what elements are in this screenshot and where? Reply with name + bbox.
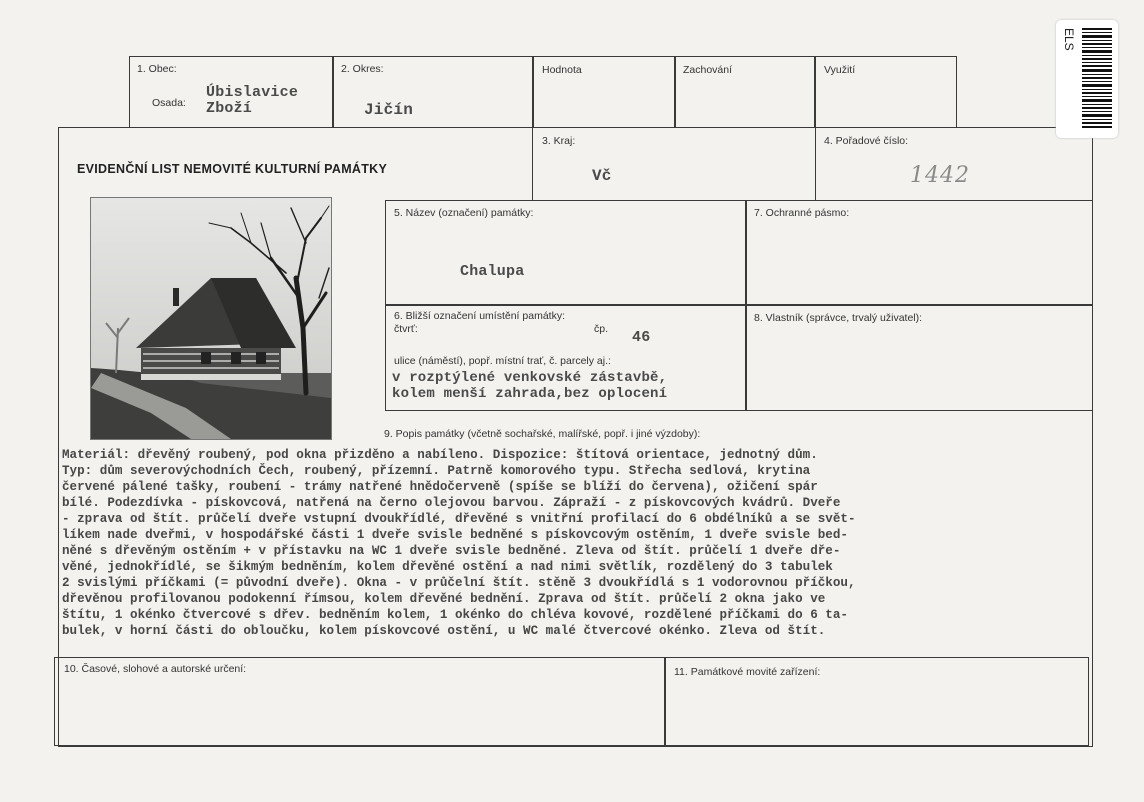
- cp-label: čp.: [594, 323, 609, 335]
- zachovani-label: Zachování: [683, 64, 733, 76]
- barcode-sticker: [1056, 20, 1118, 138]
- popis-line: červené pálené tašky, roubení - trámy natřené hnědočerveně (spíše se blíží do červena), ožičení spár: [62, 480, 818, 494]
- okres-label: 2. Okres:: [341, 63, 384, 75]
- umisteni-label: 6. Bližší označení umístění památky:: [394, 310, 565, 322]
- casove-label: 10. Časové, slohové a autorské určení:: [64, 663, 247, 675]
- ochranne-label: 7. Ochranné pásmo:: [754, 207, 850, 219]
- popis-line: bílé. Podezdívka - pískovcová, natřená na černo olejovou barvou. Zápraží - z pískovcových kvádrů. Dveře: [62, 496, 841, 510]
- popis-line: líkem nade dveřmi, v hospodářské části 1 dveře svisle bedněné s pískovcovým ostěním, 1 dveře svisle bed-: [62, 528, 848, 542]
- vlastnik-label: 8. Vlastník (správce, trvalý uživatel):: [754, 312, 923, 324]
- movite-label: 11. Památkové movité zařízení:: [674, 666, 821, 678]
- cottage-photo-illustration: [91, 198, 331, 439]
- popis-line: štítu, 1 okénko čtvercové s dřev. bedněním kolem, 1 okénko do chléva kovové, rozdělené příčkami do 6 ta-: [62, 608, 848, 622]
- obec-label: 1. Obec:: [137, 63, 177, 75]
- popis-line: něné s dřevěným ostěním + v přístavku na WC 1 dveře svisle bedněné. Zleva od štít. průčelí 1 dveře dře-: [62, 544, 841, 558]
- hodnota-label: Hodnota: [542, 64, 582, 76]
- popis-line: Materiál: dřevěný roubený, pod okna přizděno a nabíleno. Dispozice: štítová orientace, jednotný dům.: [62, 448, 818, 462]
- vyuziti-label: Využití: [824, 64, 856, 76]
- popis-line: bulek, v horní části do obloučku, kolem pískovcové ostění, u WC malé čtvercové okénko. Zleva od štít.: [62, 624, 826, 638]
- barcode-label: ELS: [1062, 28, 1076, 51]
- obec-value: Úbislavice: [206, 84, 299, 101]
- okres-value: Jičín: [364, 101, 414, 119]
- popis-line: - zprava od štít. průčelí dveře vstupní dvoukřídlé, dřevěné s vnitřní profilací do 6 obdélníků a se svět-: [62, 512, 856, 526]
- poradove-value: 1442: [910, 163, 970, 188]
- nazev-label: 5. Název (označení) památky:: [394, 207, 534, 219]
- umisteni-line-2: kolem menší zahrada,bez oplocení: [392, 386, 668, 402]
- popis-label: 9. Popis památky (včetně sochařské, malířské, popř. i jiné výzdoby):: [384, 428, 701, 440]
- barcode-icon: [1082, 28, 1112, 128]
- ctvrt-label: čtvrť:: [394, 323, 418, 335]
- popis-line: věné, jednokřídlé, se šikmým bedněním, kolem dřevěné ostění a nad nimi světlík, rozdělený do 3 tabulek: [62, 560, 833, 574]
- osada-label: Osada:: [152, 97, 186, 109]
- form-title: EVIDENČNÍ LIST NEMOVITÉ KULTURNÍ PAMÁTKY: [77, 162, 388, 176]
- popis-line: Typ: dům severovýchodních Čech, roubený, přízemní. Patrně komorového typu. Střecha sedlová, krytina: [62, 464, 811, 478]
- nazev-value: Chalupa: [460, 263, 525, 280]
- monument-photo: [90, 197, 332, 440]
- popis-line: dřevěnou profilovanou podokenní římsou, kolem dřevěné bednění. Zprava od štít. průčelí 2 okna jako ve: [62, 592, 826, 606]
- umisteni-line-1: v rozptýlené venkovské zástavbě,: [392, 370, 668, 386]
- cp-value: 46: [632, 329, 651, 346]
- popis-line: 2 svislými příčkami (= původní dveře). Okna - v průčelní štít. stěně 3 dvoukřídlá s 1 vodorovnou příčkou,: [62, 576, 856, 590]
- kraj-value: Vč: [592, 167, 612, 185]
- poradove-label: 4. Pořadové číslo:: [824, 135, 909, 147]
- kraj-label: 3. Kraj:: [542, 135, 576, 147]
- ulice-label: ulice (náměstí), popř. místní trať, č. parcely aj.:: [394, 355, 611, 367]
- osada-value: Zboží: [206, 100, 253, 117]
